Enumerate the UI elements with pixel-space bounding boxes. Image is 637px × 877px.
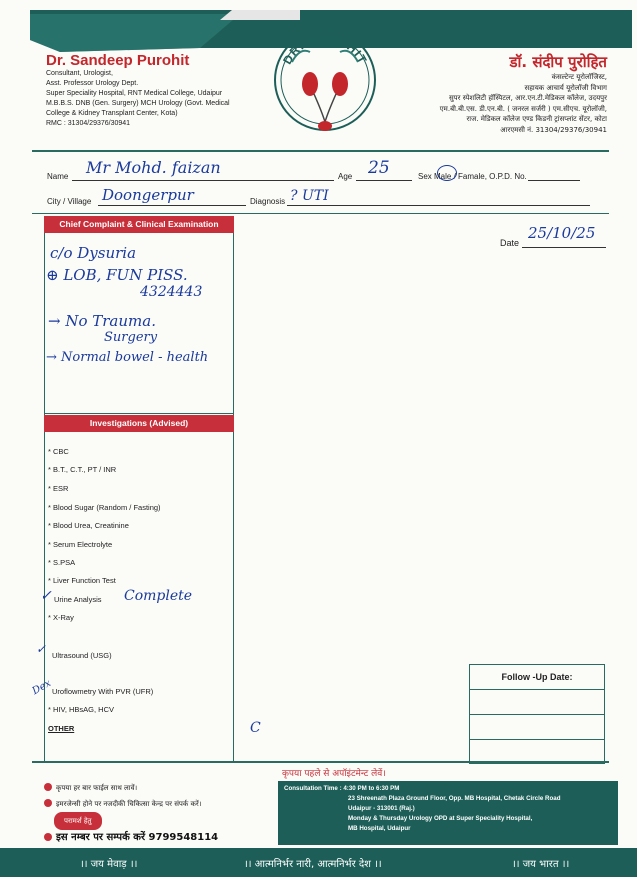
doctor-line-en: College & Kidney Transplant Center, Kota) [46,110,178,117]
appointment-note: कृपया पहले से अपॉइंटमेन्ट लेवें। [282,769,386,779]
doctor-line-en: M.B.B.S. DNB (Gen. Surgery) MCH Urology (Govt. Medical [46,100,230,107]
diagnosis-field-line[interactable] [287,205,590,206]
city-handwritten: Doongerpur [102,186,194,204]
urine-note-handwritten: Complete [124,588,193,604]
investigation-item: * B.T., C.T., PT / INR [48,465,117,474]
investigation-item: * ESR [48,484,69,493]
follow-up-row[interactable] [470,715,604,740]
check-mark: ✓ [40,588,52,604]
header-divider [32,150,609,152]
investigation-item: Uroflowmetry With PVR (UFR) [52,687,154,696]
consult-pill: परामर्श हेतु [54,812,102,830]
complaint-note: Surgery [104,330,158,345]
investigation-item: Ultrasound (USG) [52,651,112,660]
footer-notes [44,780,218,846]
bottom-band [0,848,637,877]
call-number[interactable]: इस नम्बर पर सम्पर्क करें 9799548114 [56,832,219,843]
date-field-line[interactable] [522,247,606,248]
consult-line: 23 Shreenath Plaza Ground Floor, Opp. MB Hospital, Chetak Circle Road [348,795,561,802]
age-field-line[interactable] [356,180,412,181]
investigation-item: * Blood Sugar (Random / Fasting) [48,503,161,512]
consult-line: Udaipur - 313001 (Raj.) [348,805,415,812]
doctor-line-hi: आरएमसी नं. 31304/29376/30941 [500,125,607,134]
investigation-item: * HIV, HBsAG, HCV [48,705,114,714]
rx-mark: C [250,720,261,736]
diagnosis-handwritten: ? UTI [290,188,329,204]
complaint-note: ⊕ LOB, FUN PISS. [46,266,188,284]
doctor-name-en: Dr. Sandeep Purohit [46,52,190,69]
opd-field-line[interactable] [528,180,580,181]
doctor-name-hi: डॉ. संदीप पुरोहित [509,53,607,71]
doctor-info-hindi [337,52,607,135]
age-label: Age [338,172,353,181]
footer-note: कृपया हर बार फाईल साथ लावें। [56,784,138,792]
complaint-note: 4324443 [140,284,203,300]
diagnosis-label: Diagnosis [250,197,286,206]
sex-opd-label: Sex Male / Famale, O.P.D. No. [418,172,527,181]
patient-age-handwritten: 25 [368,158,390,178]
band-text: ।। जय मेवाड़ ।। [80,859,138,870]
follow-up-box [469,664,605,764]
name-label: Name [47,172,69,181]
doctor-line-hi: एम.बी.बी.एस. डी.एन.बी. ( जनरल सर्जरी ) एम.सीएच. यूरोलॉजी, [439,104,607,113]
investigation-other: OTHER [48,724,75,733]
doctor-line-hi: सहायक आचार्य यूरोलॉजी विभाग [524,83,607,92]
fields-divider [32,213,609,214]
investigation-item: * Blood Urea, Creatinine [48,521,129,530]
consult-line: Consultation Time : 4:30 PM to 6:30 PM [284,785,400,792]
doctor-line-hi: सुपर स्पेशलिटी हॉस्पिटल, आर.एन.टी.मेडिकल कॉलेज, उदयपुर [448,94,607,102]
consultation-box [278,781,618,845]
consult-line: Monday & Thursday Urology OPD at Super Speciality Hospital, [348,815,533,822]
investigation-item: * CBC [48,447,69,456]
investigation-item: * Liver Function Test [48,576,116,585]
doctor-line-en: Asst. Professor Urology Dept. [46,80,139,87]
left-column [44,216,234,761]
complaint-heading: Chief Complaint & Clinical Examination [44,216,234,233]
investigation-item: * Serum Electrolyte [48,540,113,549]
check-mark: ✓ [36,642,47,656]
doctor-line-hi: राज. मेडिकल कॉलेज एण्ड किडनी ट्रांसप्लांट सेंटर, कोटा [466,115,607,123]
bullet-icon [44,799,52,807]
complaint-note: → Normal bowel - health [46,350,209,365]
band-text: ।। आत्मनिर्भर नारी, आत्मनिर्भर देश ।। [244,859,382,870]
investigation-item: * X-Ray [48,613,74,622]
name-field-line[interactable] [72,180,334,181]
doctor-line-en: Super Speciality Hospital, RNT Medical College, Udaipur [46,90,223,97]
phone-icon [44,833,52,841]
date-handwritten: 25/10/25 [528,224,596,242]
patient-name-handwritten: Mr Mohd. faizan [86,158,221,177]
footer-note: इमरजेन्सी होने पर नजदीकी चिकित्सा केन्द्र पर संपर्क करें। [56,800,202,808]
city-field-line[interactable] [98,205,246,206]
follow-up-title: Follow -Up Date: [470,665,604,690]
follow-up-row[interactable] [470,690,604,715]
margin-mark: Dex [30,677,54,698]
bullet-icon [44,783,52,791]
doctor-line-en: Consultant, Urologist, [46,70,113,77]
consult-line: MB Hospital, Udaipur [348,825,411,832]
complaint-note: c/o Dysuria [50,244,137,262]
investigation-item: * S.PSA [48,558,76,567]
doctor-info-english [46,52,286,129]
city-label: City / Village [47,197,92,206]
investigations-heading: Investigations (Advised) [44,415,234,432]
complaint-note: → No Trauma. [48,312,156,330]
band-text: ।। जय भारत ।। [512,859,570,870]
section-divider [44,413,234,414]
investigation-item: Urine Analysis [54,595,102,604]
date-label: Date [500,238,520,248]
male-circled-mark [437,165,457,181]
doctor-line-en: RMC : 31304/29376/30941 [46,120,131,127]
footer-divider [32,761,609,763]
doctor-line-hi: कंसल्टेन्ट यूरोलॉजिस्ट, [551,73,607,81]
logo-text: DR. PUROHIT [280,30,370,67]
